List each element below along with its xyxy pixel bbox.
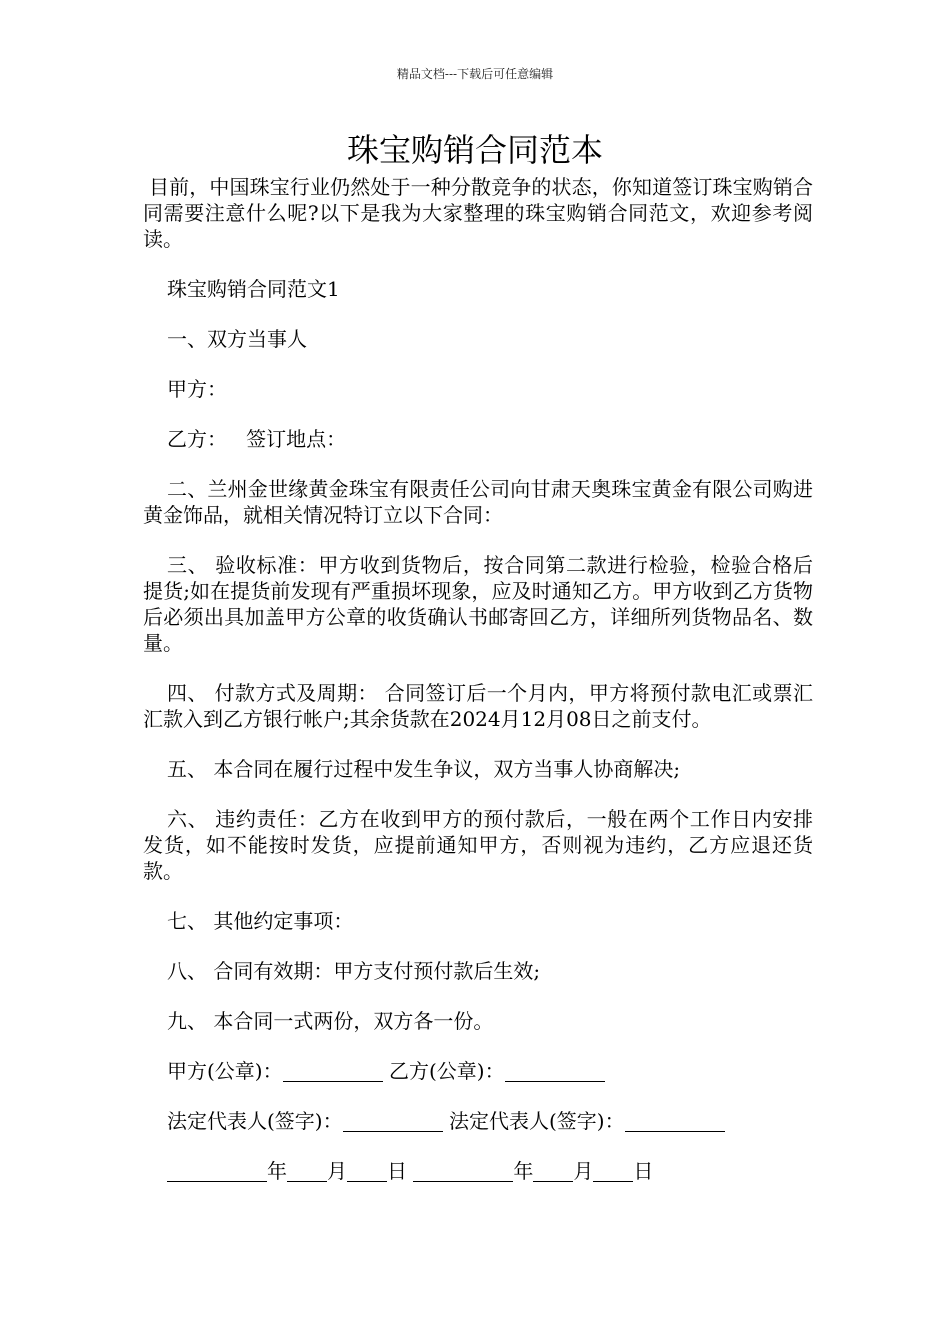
year-b-label: 年 (513, 1159, 534, 1183)
page-header: 精品文档---下载后可任意编辑 (396, 67, 554, 81)
rep-a-blank (343, 1113, 443, 1132)
rep-b-blank (625, 1113, 725, 1132)
party-b-line: 乙方： 签订地点： (167, 427, 347, 451)
section-5: 五、 本合同在履行过程中发生争议，双方当事人协商解决; (167, 757, 681, 781)
section-3: 三、 验收标准：甲方收到货物后，按合同第二款进行检验，检验合格后提货;如在提货前发现有严重损坏现象，应及时通知乙方。甲方收到乙方货物后必须出具加盖甲方公章的收货确认书邮寄回乙方，详细所列货物品名、数量。 (143, 553, 813, 655)
section-2: 二、兰州金世缘黄金珠宝有限责任公司向甘肃天奥珠宝黄金有限公司购进黄金饰品，就相关情况特订立以下合同： (143, 477, 813, 527)
rep-b-label: 法定代表人(签字)： (448, 1109, 625, 1133)
month-a-blank (287, 1163, 327, 1182)
section-4: 四、 付款方式及周期： 合同签订后一个月内，甲方将预付款电汇或票汇汇款入到乙方银行帐户;其余货款在2024月12月08日之前支付。 (143, 681, 813, 731)
seal-a-label: 甲方(公章)： (167, 1059, 283, 1083)
section-9: 九、 本合同一式两份，双方各一份。 (167, 1009, 494, 1033)
contract-subtitle: 珠宝购销合同范文1 (167, 277, 340, 301)
seal-line (143, 1058, 813, 1084)
representative-line (143, 1108, 813, 1134)
seal-b-blank (505, 1063, 605, 1082)
document-title: 珠宝购销合同范本 (346, 131, 603, 169)
month-b-label: 月 (573, 1159, 594, 1183)
year-a-label: 年 (267, 1159, 287, 1183)
rep-a-label: 法定代表人(签字)： (167, 1109, 343, 1133)
seal-b-label: 乙方(公章)： (388, 1059, 505, 1083)
day-a-blank (347, 1163, 387, 1182)
document-body (143, 174, 813, 1184)
year-a-blank (167, 1163, 267, 1182)
seal-a-blank (283, 1063, 383, 1082)
party-a-line: 甲方： (167, 377, 227, 401)
section-7: 七、 其他约定事项： (167, 909, 354, 933)
year-b-blank (413, 1163, 513, 1182)
date-line (143, 1158, 813, 1184)
section-6: 六、 违约责任：乙方在收到甲方的预付款后，一般在两个工作日内安排发货，如不能按时发货，应提前通知甲方，否则视为违约，乙方应退还货款。 (143, 807, 813, 883)
month-a-label: 月 (327, 1159, 347, 1183)
section-1: 一、双方当事人 (167, 327, 307, 351)
day-b-blank (593, 1163, 633, 1182)
section-8: 八、 合同有效期：甲方支付预付款后生效; (167, 959, 541, 983)
intro-paragraph: 目前，中国珠宝行业仍然处于一种分散竞争的状态，你知道签订珠宝购销合同需要注意什么呢?以下是我为大家整理的珠宝购销合同范文，欢迎参考阅读。 (143, 175, 813, 251)
month-b-blank (533, 1163, 573, 1182)
day-a-label: 日 (387, 1159, 407, 1183)
day-b-label: 日 (633, 1159, 654, 1183)
